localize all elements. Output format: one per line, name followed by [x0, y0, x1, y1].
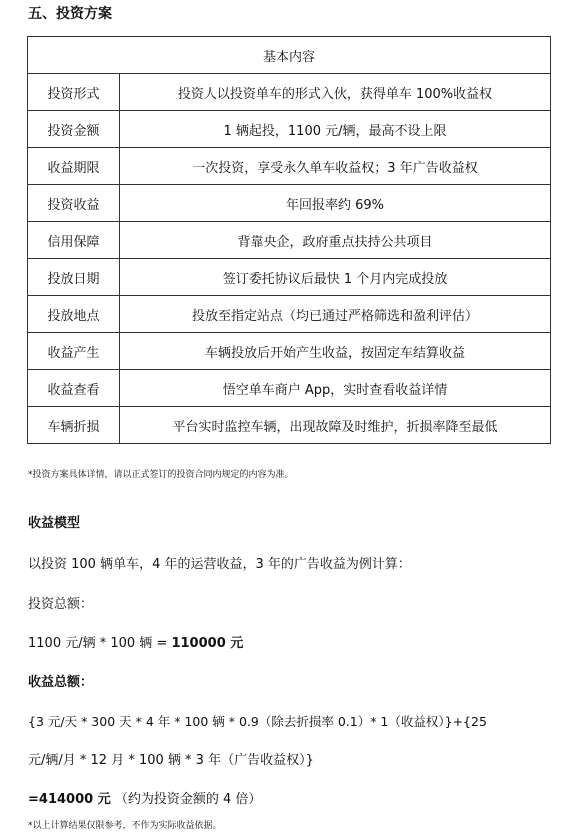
row-value: 投放至指定站点（均已通过严格筛选和盈利评估） — [120, 296, 551, 333]
table-row — [28, 74, 551, 111]
row-value: 投资人以投资单车的形式入伙，获得单车 100%收益权 — [120, 74, 551, 111]
row-value: 悟空单车商户 App，实时查看收益详情 — [120, 370, 551, 407]
table-row — [28, 370, 551, 407]
total-income-formula-line1: {3 元/天 * 300 天 * 4 年 * 100 辆 * 0.9（除去折损率 0.1）* 1（收益权）}+{25 — [28, 714, 487, 729]
table-header: 基本内容 — [28, 37, 551, 74]
row-value: 平台实时监控车辆，出现故障及时维护，折损率降至最低 — [120, 407, 551, 444]
total-income-result-line — [28, 790, 261, 810]
total-income-label: 收益总额： — [28, 675, 94, 690]
row-label: 投放日期 — [28, 259, 120, 296]
row-value: 一次投资，享受永久单车收益权；3 年广告收益权 — [120, 148, 551, 185]
table-row — [28, 111, 551, 148]
row-value: 年回报率约 69% — [120, 185, 551, 222]
table-header-row — [28, 37, 551, 74]
model-title: 收益模型 — [28, 516, 81, 531]
total-income-formula-line2: 元/辆/月 * 12 月 * 100 辆 * 3 年（广告收益权）} — [28, 753, 314, 768]
table-row — [28, 259, 551, 296]
total-invest-result: 110000 元 — [171, 636, 244, 651]
row-label: 收益期限 — [28, 148, 120, 185]
table-note: *投资方案具体详情，请以正式签订的投资合同内规定的内容为准。 — [28, 470, 294, 480]
model-intro: 以投资 100 辆单车，4 年的运营收益，3 年的广告收益为例计算： — [28, 557, 411, 572]
row-value: 1 辆起投，1100 元/辆，最高不设上限 — [120, 111, 551, 148]
model-footnote: *以上计算结果仅限参考，不作为实际收益依据。 — [28, 821, 222, 831]
row-label: 收益产生 — [28, 333, 120, 370]
investment-plan-table — [27, 36, 551, 444]
row-label: 投资形式 — [28, 74, 120, 111]
table-row — [28, 222, 551, 259]
row-label: 投资收益 — [28, 185, 120, 222]
total-invest-label: 投资总额： — [28, 597, 94, 612]
table-row — [28, 296, 551, 333]
table-row — [28, 185, 551, 222]
total-income-result: =414000 元 — [28, 792, 111, 807]
row-label: 车辆折损 — [28, 407, 120, 444]
row-label: 收益查看 — [28, 370, 120, 407]
total-invest-formula: 1100 元/辆 * 100 辆 = — [28, 636, 172, 651]
table-row — [28, 407, 551, 444]
table-row — [28, 333, 551, 370]
total-income-comment: （约为投资金额的 4 倍） — [114, 792, 262, 807]
row-value: 签订委托协议后最快 1 个月内完成投放 — [120, 259, 551, 296]
table-row — [28, 148, 551, 185]
row-value: 车辆投放后开始产生收益，按固定车结算收益 — [120, 333, 551, 370]
row-label: 信用保障 — [28, 222, 120, 259]
total-invest-line — [28, 634, 243, 654]
row-label: 投资金额 — [28, 111, 120, 148]
row-value: 背靠央企，政府重点扶持公共项目 — [120, 222, 551, 259]
section-title: 五、投资方案 — [28, 6, 112, 22]
row-label: 投放地点 — [28, 296, 120, 333]
